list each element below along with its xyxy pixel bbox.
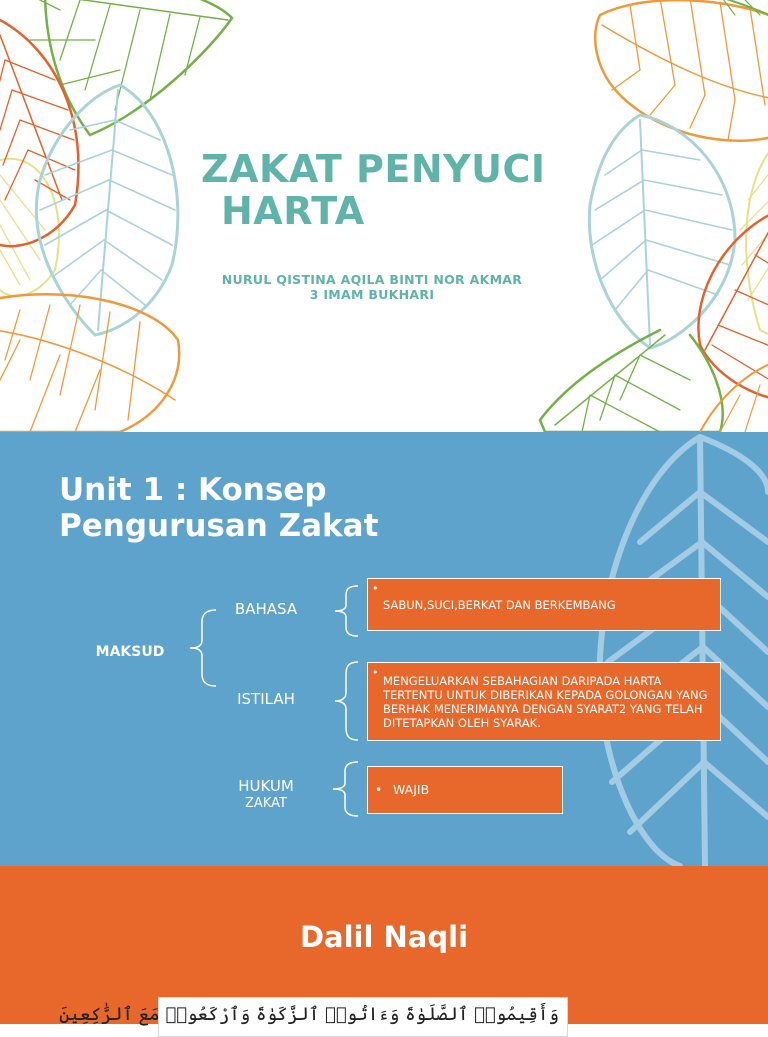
dalil-slide bbox=[0, 866, 768, 1024]
maksud-brace-icon bbox=[186, 606, 218, 690]
title-line-2: HARTA bbox=[221, 189, 365, 233]
slide-subtitle bbox=[200, 272, 544, 302]
bullet-icon: • bbox=[372, 666, 379, 679]
maksud-label: MAKSUD bbox=[95, 644, 165, 660]
author-name: NURUL QISTINA AQILA BINTI NOR AKMAR bbox=[221, 272, 523, 287]
hukum-text: WAJIB bbox=[393, 782, 430, 797]
title-line-1: ZAKAT PENYUCI bbox=[201, 147, 546, 191]
quran-verse-text: وَأَقِيمُوا۟ ٱلصَّلَوٰةَ وَءَاتُوا۟ ٱلزَّكَوٰةَ وَٱرْكَعُوا۟ مَعَ ٱلرَّٰكِعِينَ bbox=[59, 1004, 559, 1025]
quran-verse-image bbox=[59, 997, 568, 1037]
title-slide bbox=[0, 0, 768, 432]
concept-slide bbox=[0, 432, 768, 866]
istilah-text: MENGELUARKAN SEBAHAGIAN DARIPADA HARTA TERTENTU UNTUK DIBERIKAN KEPADA GOLONGAN YANG BERHAK MENERIMANYA DENGAN SYARAT2 YANG TELAH DITETAPKAN OLEH SYARAK. bbox=[383, 674, 708, 730]
bahasa-definition-box bbox=[367, 578, 721, 631]
hukum-brace-icon bbox=[330, 760, 360, 818]
istilah-label: ISTILAH bbox=[237, 690, 295, 708]
hukum-definition-box bbox=[367, 766, 563, 814]
bahasa-label: BAHASA bbox=[234, 600, 298, 618]
istilah-brace-icon bbox=[332, 660, 360, 742]
bullet-icon: • bbox=[375, 783, 383, 797]
bahasa-text: SABUN,SUCI,BERKAT DAN BERKEMBANG bbox=[383, 598, 616, 612]
slide-title bbox=[201, 148, 621, 232]
title-line-2: Pengurusan Zakat bbox=[59, 508, 379, 544]
slide-title bbox=[59, 472, 378, 544]
title-line-1: Unit 1 : Konsep bbox=[59, 472, 327, 508]
bahasa-brace-icon bbox=[332, 584, 360, 638]
hukum-label: HUKUM bbox=[238, 777, 294, 795]
zakat-label: ZAKAT bbox=[245, 796, 287, 811]
istilah-definition-box bbox=[367, 662, 721, 741]
class-name: 3 IMAM BUKHARI bbox=[309, 287, 435, 302]
bullet-icon: • bbox=[372, 582, 379, 595]
slide-title: Dalil Naqli bbox=[299, 920, 469, 954]
